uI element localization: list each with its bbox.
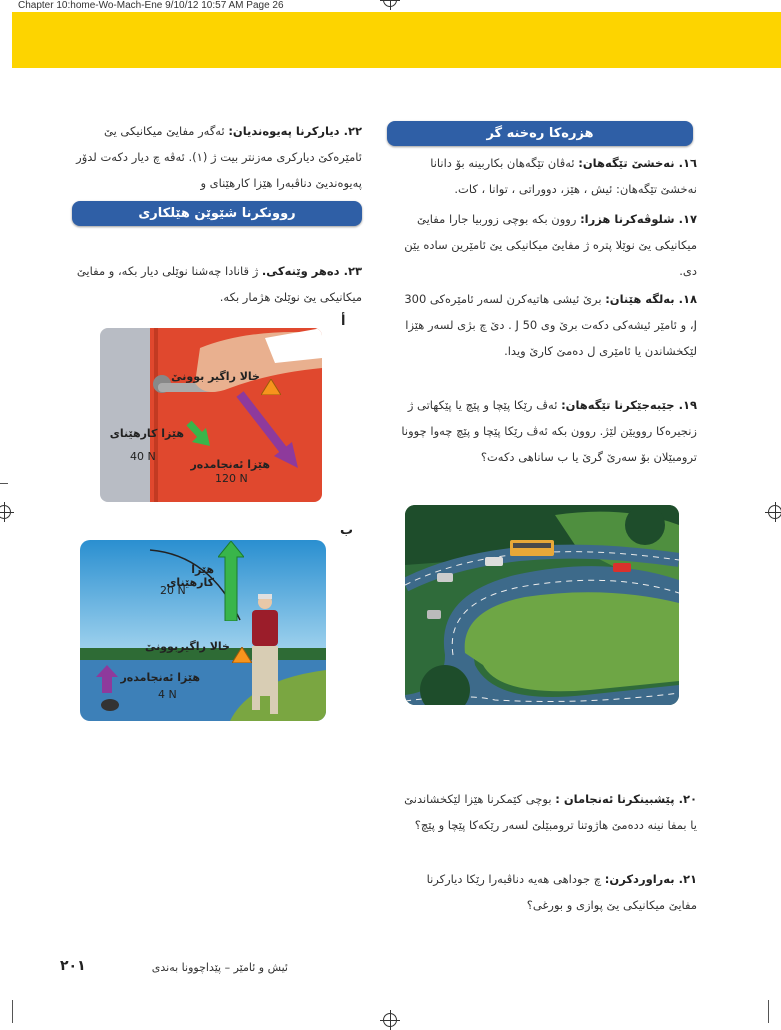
crop-mark — [0, 483, 8, 484]
crop-mark — [768, 1000, 769, 1023]
footer-chapter: ئیش و ئامێر – پێداچوونا بەندی — [151, 961, 288, 974]
fig-b-load-label: هێزا ئەنجامدەر — [120, 671, 200, 684]
effort-arrow-icon — [186, 420, 212, 448]
fig-a-load-value: 120 N — [215, 472, 248, 485]
question-23-label: ٢٣. دەهر وێنەکی. — [261, 264, 362, 278]
fig-b-load-value: 4 N — [158, 688, 177, 701]
winding-road-photo — [405, 505, 679, 705]
question-20-text: بوچی کێمکرنا هێزا لێکخشاندنێ یا بمفا نینە ددەمێ هاژوتنا ترومبێلێ لسەر رێکەکا پێچا و پێچ؟ — [404, 792, 697, 832]
question-16-text: ئەڤان تێگەهان بکاربینە بۆ دانانا نەخشێ تێگەهان: ئیش ، هێز، دووراتی ، توانا ، کات. — [430, 156, 697, 196]
question-20-label: ٢٠. پێشبینکرنا ئەنجامان : — [555, 792, 697, 806]
yellow-banner — [12, 12, 781, 68]
question-21 — [395, 866, 697, 918]
question-19 — [395, 392, 697, 470]
fig-a-fulcrum-label: خالا راگیر بوونێ — [171, 370, 260, 383]
question-23 — [60, 258, 362, 310]
question-22-text: ئەگەر مفایێ میکانیکی یێ ئامێرەکێ دیارکری مەزنتر بیت ژ (١). ئەڤە چ دیار دکەت لدۆر پەیوەندیێ دناڤبەرا هێزا کارهێنای و — [76, 124, 362, 190]
question-23-text: ژ قانادا چەشنا نوێلی دیار بکە، و مفایێ میکانیکی یێ نوێلێ هژمار بکە. — [76, 264, 362, 304]
page-number: ٢٠١ — [60, 958, 86, 974]
question-18 — [395, 286, 697, 364]
question-16 — [395, 150, 697, 202]
registration-mark-icon — [383, 0, 397, 7]
winding-road-illustration — [405, 505, 679, 705]
question-21-text: چ جوداهی هەیە دناڤبەرا رێکا دیارکرنا مفایێ میکانیکی یێ پوازی و بورغی؟ — [426, 872, 697, 912]
figure-b-marker: ب — [340, 523, 354, 538]
section-title-diagrams: روونکرنا شێوێن هێلکاری — [72, 201, 362, 226]
question-19-text: ئەڤ رێکا پێچا و پێچ یا پێکهاتی ژ زنجیرەکا روویێن لێژ. روون بکە ئەڤ رێکا پێچا و پێچ چەوا چوونا ترومبێلان بۆ سەرێ گرێ یا ب ساناهی دکەت؟ — [401, 398, 697, 464]
registration-mark-icon — [768, 505, 781, 519]
fulcrum-triangle-icon — [232, 647, 252, 663]
print-header: Chapter 10:home-Wo-Mach-Ene 9/10/12 10:57 AM Page 26 — [18, 0, 284, 11]
question-22-label: ٢٢. دیارکرنا پەیوەندیان: — [228, 124, 362, 138]
question-17-text: روون بکە بوچی زوربیا جارا مفایێ میکانیکی یێ نوێلا پترە ژ مفایێ میکانیکی یێ ئامێرین سادە یێن دی. — [404, 212, 697, 278]
figure-a-marker: أ — [341, 314, 346, 329]
question-20 — [395, 786, 697, 838]
registration-mark-icon — [383, 1013, 397, 1027]
fulcrum-triangle-icon — [261, 379, 281, 395]
question-18-text: برێ ئیشی هاتیەکرن لسەر ئامێرەکی 300 J، و ئامێر ئیشەکی دکەت برێ وی 50 J . دێ چ بژی لسەر هێزا لێکخشاندن یا ئامێری ل دەمێ کارێ ویدا. — [404, 292, 697, 358]
question-17-label: ١٧. شلوڤەکرنا هزرا: — [580, 212, 697, 226]
fig-a-load-label: هێزا ئەنجامدەر — [190, 458, 270, 471]
question-16-label: ١٦. نەخشێ تێگەهان: — [578, 156, 697, 170]
crop-mark — [12, 1000, 13, 1023]
effort-arrow-icon — [218, 541, 244, 621]
question-22 — [60, 118, 362, 202]
question-21-label: ٢١. بەراوردکرن: — [604, 872, 697, 886]
fig-a-effort-label: هێزا کارهێنای — [109, 427, 184, 440]
fig-a-effort-value: 40 N — [130, 450, 156, 463]
question-17 — [395, 206, 697, 284]
question-18-label: ١٨. بەلگە هێنان: — [605, 292, 697, 306]
load-arrow-icon — [96, 665, 118, 693]
section-title-critical-thinking: هزرەکا رەخنە گر — [387, 121, 693, 146]
fig-b-effort-label: هێزا کارهێنای — [166, 563, 214, 589]
fig-b-fulcrum-label: خالا راگیربوونێ — [144, 640, 230, 653]
question-19-label: ١٩. جێبەجێکرنا تێگەهان: — [561, 398, 697, 412]
registration-mark-icon — [0, 505, 11, 519]
fig-b-effort-value: 20 N — [160, 584, 186, 597]
